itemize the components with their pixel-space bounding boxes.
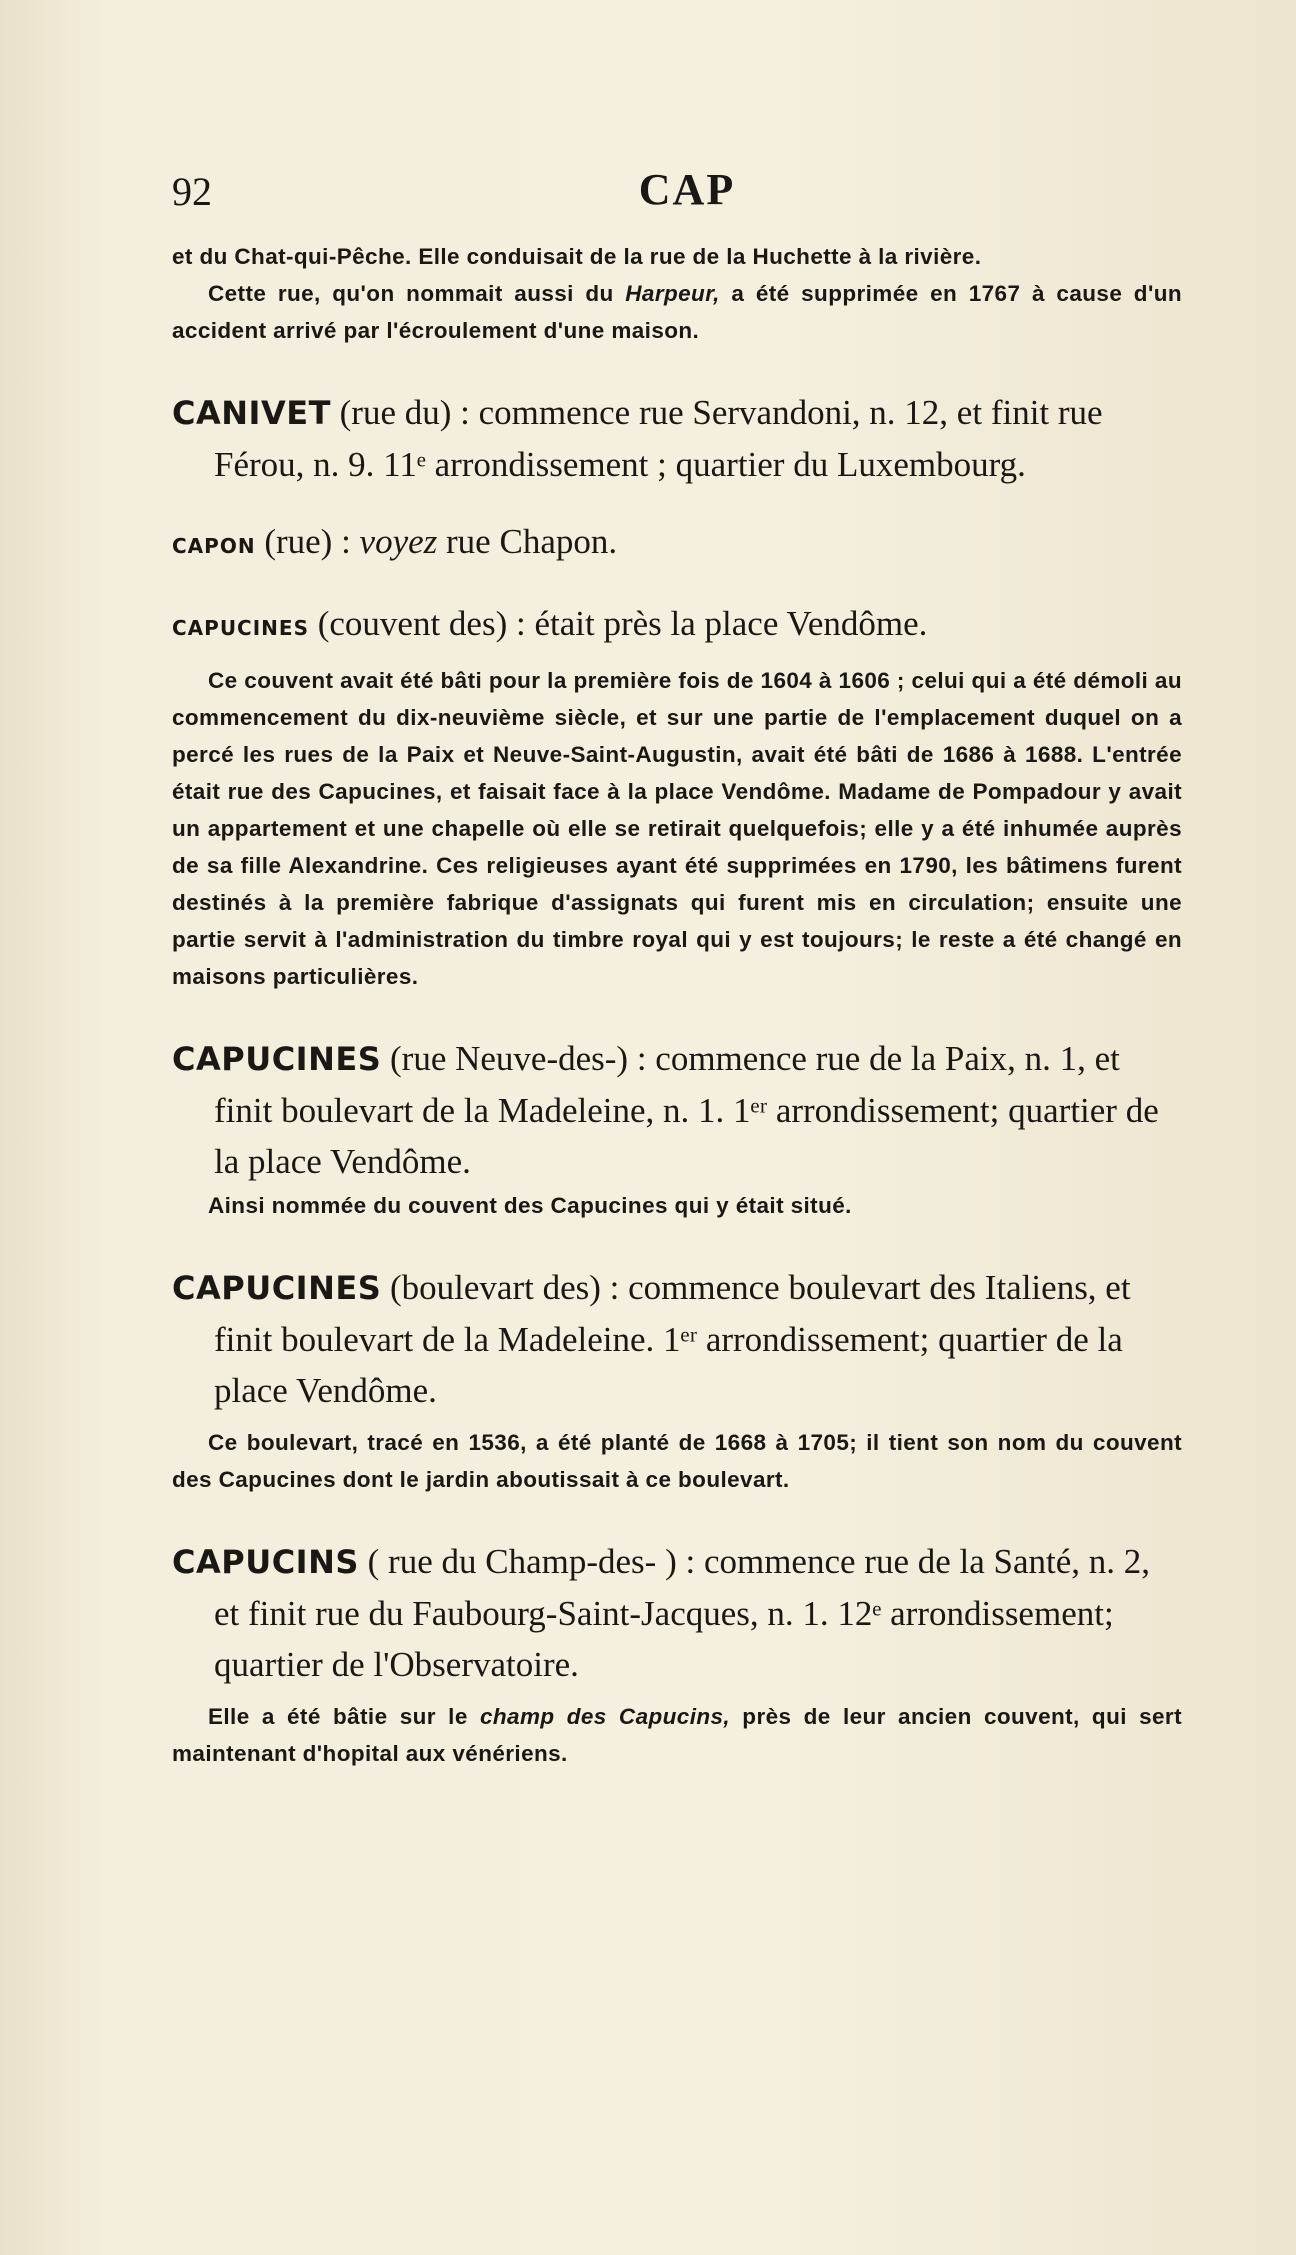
paragraph-text: et du Chat-qui-Pêche. Elle conduisait de la rue de la Huchette à la rivière. bbox=[172, 244, 982, 269]
entry-text: (rue) : bbox=[255, 522, 360, 561]
paragraph-text: Elle a été bâtie sur le bbox=[208, 1704, 480, 1729]
entry-headword: CAPUCINES bbox=[172, 1269, 382, 1307]
italic-text: Harpeur, bbox=[625, 281, 720, 306]
paragraph-text: Ce boulevart, tracé en 1536, a été planté de 1668 à 1705; il tient son nom du couvent des Capucines dont le jardin aboutissait à ce boulevart. bbox=[172, 1430, 1182, 1492]
paragraph-text: près de leur ancien couvent, qui sert maintenant d'hopital aux vénériens. bbox=[172, 1704, 1182, 1766]
entry-headword: CANIVET bbox=[172, 394, 331, 432]
paragraph-text: Ce couvent avait été bâti pour la première fois de 1604 à 1606 ; celui qui a été démoli au commencement du dix-neuvième siècle, et sur une partie de l'emplacement duquel on a percé les rues de la Paix et Neuve-Saint-Augustin, avait été bâti de 1686 à 1688. L'entrée était rue des Capucines, et faisait face à la place Vendôme. Madame de Pompadour y avait un appartement et une chapelle où elle se retirait quelquefois; elle y a été inhumée auprès de sa fille Alexandrine. Ces religieuses ayant été supprimées en 1790, les bâtimens furent destinés à la première fabrique d'assignats qui furent mis en circulation; ensuite une partie servit à l'administration du timbre royal qui y est toujours; le reste a été changé en maisons particulières. bbox=[172, 668, 1182, 989]
entry-headword: CAPUCINES bbox=[172, 616, 309, 640]
entry-text: (couvent des) : était près la place Vendôme. bbox=[308, 604, 928, 643]
italic-text: voyez bbox=[359, 522, 438, 561]
page-number: 92 bbox=[172, 169, 212, 214]
text-paragraph bbox=[172, 1698, 1182, 1772]
entry-headword: CAPUCINS bbox=[172, 1543, 359, 1581]
page-header bbox=[172, 165, 1202, 228]
entry-text: ( rue du Champ-des- ) : commence rue de la Santé, n. 2, et finit rue du Faubourg-Saint-Jacques, n. 1. 12ᵉ arrondissement; quartier de l'Observatoire. bbox=[214, 1542, 1151, 1684]
italic-text: champ des Capucins, bbox=[479, 1704, 731, 1729]
paragraph-text: Ainsi nommée du couvent des Capucines qui y était situé. bbox=[208, 1193, 852, 1218]
entry-text: (rue du) : commence rue Servandoni, n. 12, et finit rue Férou, n. 9. 11ᵉ arrondissement ; quartier du Luxembourg. bbox=[214, 393, 1103, 484]
street-entry bbox=[172, 1262, 1182, 1416]
street-entry bbox=[172, 387, 1182, 490]
street-entry bbox=[172, 1536, 1182, 1690]
page-body bbox=[172, 238, 1182, 1772]
entry-text: (rue Neuve-des-) : commence rue de la Paix, n. 1, et finit boulevart de la Madeleine, n. 1. 1ᵉʳ arrondissement; quartier de la place Vendôme. bbox=[214, 1039, 1159, 1181]
street-entry bbox=[172, 516, 1182, 572]
text-paragraph bbox=[172, 662, 1182, 995]
entry-headword: CAPON bbox=[172, 534, 256, 558]
paragraph-text: Cette rue, qu'on nommait aussi du bbox=[208, 281, 626, 306]
entry-text: rue Chapon. bbox=[437, 522, 618, 561]
text-paragraph bbox=[172, 238, 1182, 275]
street-entry bbox=[172, 1033, 1182, 1187]
running-head: CAP bbox=[638, 165, 736, 214]
text-paragraph bbox=[172, 275, 1182, 349]
text-paragraph bbox=[172, 1424, 1182, 1498]
entry-headword: CAPUCINES bbox=[172, 1040, 382, 1078]
entry-text: (boulevart des) : commence boulevart des Italiens, et finit boulevart de la Madeleine. 1ᵉʳ arrondissement; quartier de la place Vendôme. bbox=[214, 1268, 1131, 1410]
text-paragraph bbox=[172, 1187, 1182, 1224]
street-entry bbox=[172, 598, 1182, 654]
paragraph-text: a été supprimée en 1767 à cause d'un accident arrivé par l'écroulement d'une maison. bbox=[172, 281, 1182, 343]
